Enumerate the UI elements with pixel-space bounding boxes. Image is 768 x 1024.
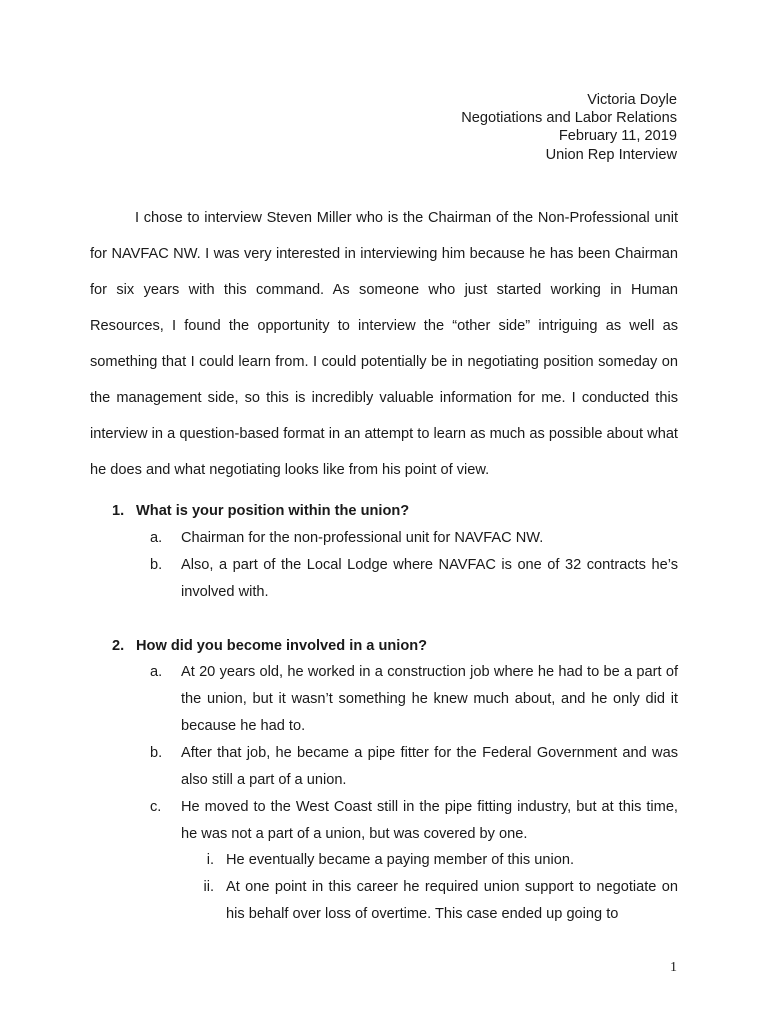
- answer-marker: b.: [150, 745, 163, 761]
- answer-text: Also, a part of the Local Lodge where NAVFAC is one of 32 contracts he’s involved with.: [181, 557, 678, 600]
- answer-marker: a.: [150, 664, 163, 680]
- answer-text: After that job, he became a pipe fitter for the Federal Government and was also still a part of a union.: [181, 745, 678, 788]
- answer-marker: a.: [150, 530, 163, 546]
- document-date: February 11, 2019: [558, 128, 677, 145]
- answer-text: At one point in this career he required union support to negotiate on his behalf over loss of overtime. This case ended up going to: [226, 879, 678, 922]
- question-number: 2.: [112, 638, 125, 654]
- question-text: What is your position within the union?: [136, 503, 410, 519]
- document-header: [461, 91, 677, 164]
- answer-marker: i.: [206, 852, 214, 868]
- course-name: Negotiations and Labor Relations: [461, 110, 677, 127]
- answer-marker: c.: [150, 799, 162, 815]
- answer-2b: [150, 740, 678, 794]
- page-number: 1: [670, 960, 677, 975]
- question-1: [112, 503, 409, 519]
- answer-1b: [150, 552, 678, 606]
- answer-2c: [150, 794, 678, 848]
- answer-2a: [150, 659, 678, 739]
- answer-1a: [150, 525, 678, 552]
- author-name: Victoria Doyle: [587, 92, 677, 108]
- answer-text: He moved to the West Coast still in the pipe fitting industry, but at this time, he was not a part of a union, but was covered by one.: [181, 799, 678, 842]
- answer-2c-ii: [196, 874, 678, 928]
- question-text: How did you become involved in a union?: [136, 638, 428, 654]
- answer-marker: b.: [150, 557, 163, 573]
- answer-text: He eventually became a paying member of this union.: [226, 852, 575, 868]
- intro-paragraph: I chose to interview Steven Miller who is the Chairman of the Non-Professional unit for NAVFAC NW. I was very interested in interviewing him because he has been Chairman for six years with this command. As someone who just started working in Human Resources, I found the opportunity to interview the “other side” intriguing as well as something that I could learn from. I could potentially be in negotiating position someday on the management side, so this is incredibly valuable information for me. I conducted this interview in a question-based format in an attempt to learn as much as possible about what he does and what negotiating looks like from his point of view.: [90, 210, 678, 478]
- question-2: [112, 638, 427, 654]
- document-title: Union Rep Interview: [545, 146, 677, 163]
- answer-text: Chairman for the non-professional unit for NAVFAC NW.: [181, 530, 544, 546]
- question-number: 1.: [112, 503, 125, 519]
- answer-text: At 20 years old, he worked in a construction job where he had to be a part of the union, but it wasn’t something he knew much about, and he only did it because he had to.: [181, 664, 678, 734]
- answer-2c-i: [196, 847, 678, 874]
- answer-marker: ii.: [203, 879, 214, 895]
